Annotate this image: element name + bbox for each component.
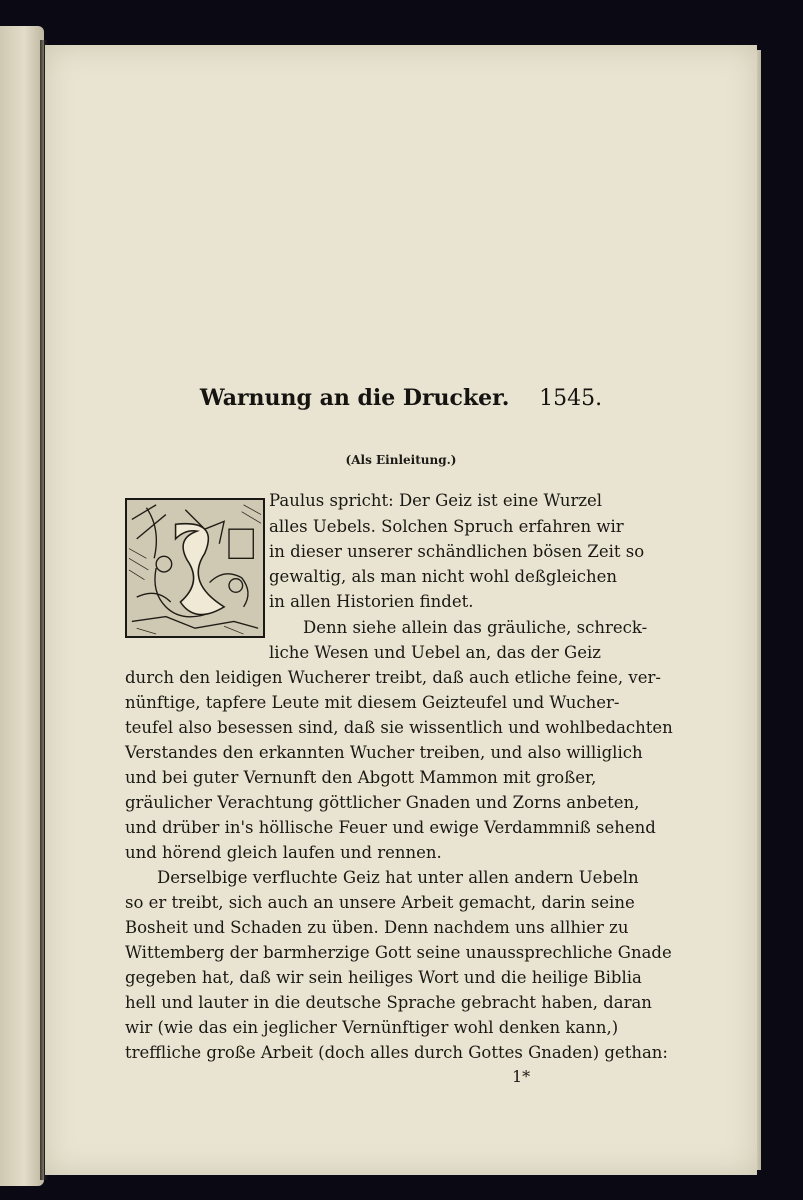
text-line-19: Wittemberg der barmherzige Gott seine unaussprechliche Gnade [125,943,672,962]
text-line-3: in dieser unserer schändlichen bösen Zeit so [269,542,645,561]
text-line-9: nünftige, tapfere Leute mit diesem Geizteufel und Wucher- [125,693,620,712]
text-line-20: gegeben hat, daß wir sein heiliges Wort und die heilige Biblia [125,968,642,987]
text-line-23: treffliche große Arbeit (doch alles durch Gottes Gnaden) gethan: [125,1043,668,1062]
page-number: 1* [512,1067,531,1086]
text-line-11: Verstandes den erkannten Wucher treiben, und also williglich [125,743,643,762]
title-year: 1545. [539,386,603,411]
text-line-16: Derselbige verfluchte Geiz hat unter allen andern Uebeln [157,868,639,887]
text-line-21: hell und lauter in die deutsche Sprache gebracht haben, daran [125,993,652,1012]
text-line-14: und drüber in's höllische Feuer und ewige Verdammniß sehend [125,818,656,837]
facing-page-edge [0,26,44,1186]
text-line-15: und hörend gleich laufen und rennen. [125,843,442,862]
text-line-2: alles Uebels. Solchen Spruch erfahren wir [269,517,624,536]
text-line-8: durch den leidigen Wucherer treibt, daß auch etliche feine, ver- [125,668,661,687]
book-page [45,45,757,1175]
page-subtitle: (Als Einleitung.) [345,453,457,467]
text-line-6: Denn siehe allein das gräuliche, schreck- [303,618,648,637]
text-line-1: Paulus spricht: Der Geiz ist eine Wurzel [269,491,603,510]
text-line-10: teufel also besessen sind, daß sie wissentlich und wohlbedachten [125,718,673,737]
text-line-17: so er treibt, sich auch an unsere Arbeit gemacht, darin seine [125,893,635,912]
text-line-12: und bei guter Vernunft den Abgott Mammon mit großer, [125,768,597,787]
page-title [45,385,757,411]
title-text: Warnung an die Drucker. [199,385,510,411]
text-line-13: gräulicher Verachtung göttlicher Gnaden und Zorns anbeten, [125,793,640,812]
decorated-initial-woodcut [125,498,265,638]
text-line-4: gewaltig, als man nicht wohl deßgleichen [269,567,618,586]
text-line-5: in allen Historien findet. [269,592,474,611]
text-line-7: liche Wesen und Uebel an, das der Geiz [269,643,601,662]
woodcut-illustration-icon [127,500,263,636]
text-line-22: wir (wie das ein jeglicher Vernünftiger wohl denken kann,) [125,1018,619,1037]
text-line-18: Bosheit und Schaden zu üben. Denn nachdem uns allhier zu [125,918,629,937]
